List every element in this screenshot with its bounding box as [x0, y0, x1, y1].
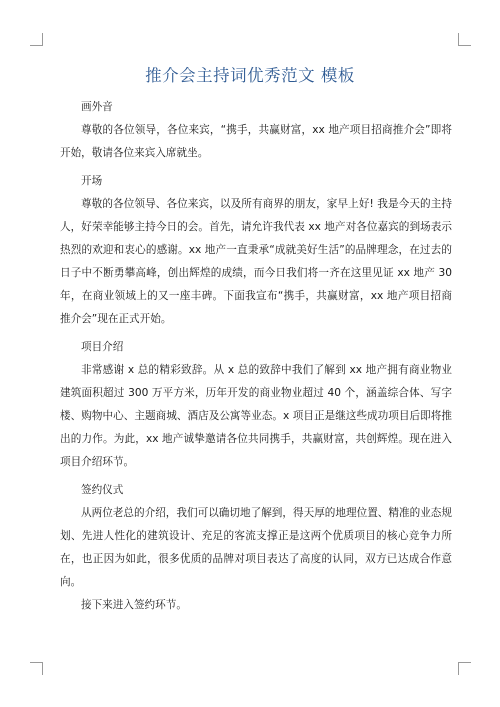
paragraph: 尊敬的各位领导，各位来宾，“携手，共赢财富，xx 地产项目招商推介会”即将开始，敬请各位来宾入席就坐。 — [60, 124, 452, 159]
crop-mark-bottom-left — [30, 662, 43, 675]
crop-mark-top-left — [30, 33, 43, 46]
section-opening — [60, 170, 456, 331]
paragraph: 尊敬的各位领导、各位来宾，以及所有商界的朋友，家早上好! 我是今天的主持人，好荣幸能够主持今日的会。首先，请允许我代表 xx 地产对各位嘉宾的到场表示热烈的欢迎和衷心的感谢。xx 地产一直秉承“成就美好生活”的品牌理念，在过去的日子中不断勇攀高峰，创出辉煌的成绩，而今日我们将一齐在这里见证 xx 地产 30 年，在商业领域上的又一座丰碑。下面我宣布“携手，共赢财富，xx 地产项目招商推介会”现在正式开始。 — [60, 198, 456, 325]
document-body — [60, 96, 456, 617]
section-heading: 画外音 — [81, 101, 113, 113]
section-project-intro — [60, 336, 452, 474]
paragraph: 接下来进入签约环节。 — [81, 599, 187, 611]
paragraph: 非常感谢 x 总的精彩致辞。从 x 总的致辞中我们了解到 xx 地产拥有商业物业建筑面积超过 300 万平方米，历年开发的商业物业超过 40 个，涵盖综合体、写字楼、购物中心、主题商城、酒店及公寓等业态。x 项目正是继这些成功项目后即将推出的力作。为此，xx 地产诚挚邀请各位共同携手，共赢财富，共创辉煌。现在进入项目介绍环节。 — [60, 364, 452, 468]
document-title: 推介会主持词优秀范文 模板 — [145, 66, 355, 85]
crop-mark-top-right — [458, 33, 471, 46]
section-heading: 项目介绍 — [81, 341, 124, 353]
section-heading: 签约仪式 — [81, 484, 124, 496]
crop-mark-bottom-right — [458, 662, 471, 675]
paragraph: 从两位老总的介绍，我们可以确切地了解到，得天厚的地理位置、精准的业态规划、先进人性化的建筑设计、充足的客流支撑正是这两个优质项目的核心竞争力所在，也正因为如此，很多优质的品牌对项目表达了高度的认同，双方已达成合作意向。 — [60, 507, 452, 588]
section-voiceover — [60, 96, 452, 165]
section-heading: 开场 — [81, 175, 103, 187]
section-signing — [60, 479, 452, 617]
